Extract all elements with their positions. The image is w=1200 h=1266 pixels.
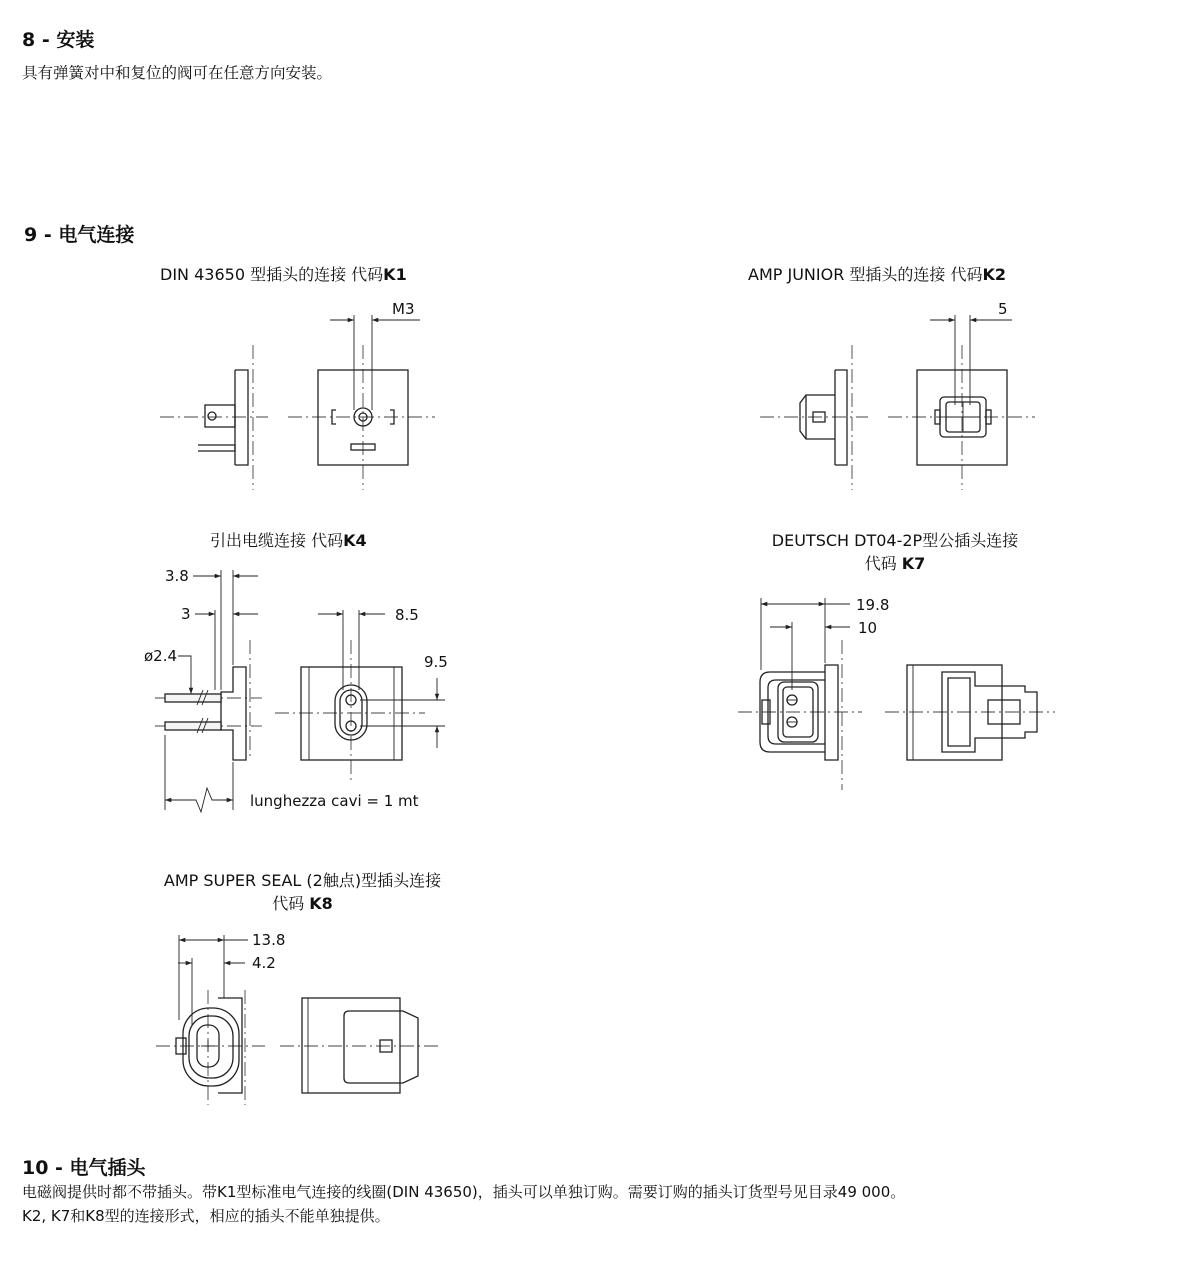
k4-dim-dia-2-4: ø2.4: [144, 647, 178, 665]
section-10-title: 10 - 电气插头: [22, 1157, 146, 1179]
section-8-title: 8 - 安装: [22, 29, 95, 51]
k4-front-view: [275, 606, 448, 780]
k4-dim-3-8: 3.8: [165, 567, 189, 585]
k2-front-view: [888, 300, 1035, 490]
k1-caption: DIN 43650 型插头的连接 代码K1: [160, 265, 407, 284]
k4-dim-9-5: 9.5: [424, 653, 448, 671]
section-8-text: 具有弹簧对中和复位的阀可在任意方向安装。: [22, 64, 333, 82]
k7-front-view: [885, 665, 1055, 760]
k7-dim-10: 10: [858, 619, 878, 637]
section-10-line2: K2, K7和K8型的连接形式，相应的插头不能单独提供。: [22, 1207, 390, 1225]
k4-cable-length: lunghezza cavi = 1 mt: [250, 792, 419, 810]
k4-side-view: [144, 567, 419, 812]
k2-caption: AMP JUNIOR 型插头的连接 代码K2: [748, 265, 1007, 284]
k2-side-view: [760, 345, 868, 490]
k1-dim-m3: M3: [392, 300, 415, 318]
k7-side-view: [738, 596, 889, 790]
k7-dim-19-8: 19.8: [856, 596, 890, 614]
section-10-line1: 电磁阀提供时都不带插头。带K1型标准电气连接的线圈(DIN 43650)，插头可以单独订购。需要订购的插头订货型号见目录49 000。: [22, 1183, 906, 1201]
section-9-title: 9 - 电气连接: [24, 224, 135, 246]
k8-dim-4-2: 4.2: [252, 954, 276, 972]
k1-front-view: [288, 300, 435, 490]
k8-front-view: [280, 998, 438, 1093]
k4-caption: 引出电缆连接 代码K4: [210, 531, 367, 550]
k2-dim-5: 5: [998, 300, 1008, 318]
k8-side-view: [156, 931, 285, 1105]
k8-caption: AMP SUPER SEAL (2触点)型插头连接 代码 K8: [163, 871, 442, 913]
k7-caption: DEUTSCH DT04-2P型公插头连接 代码 K7: [771, 531, 1019, 573]
k4-dim-3: 3: [181, 605, 191, 623]
k8-dim-13-8: 13.8: [252, 931, 286, 949]
k1-side-view: [160, 345, 268, 490]
k4-dim-8-5: 8.5: [395, 606, 419, 624]
